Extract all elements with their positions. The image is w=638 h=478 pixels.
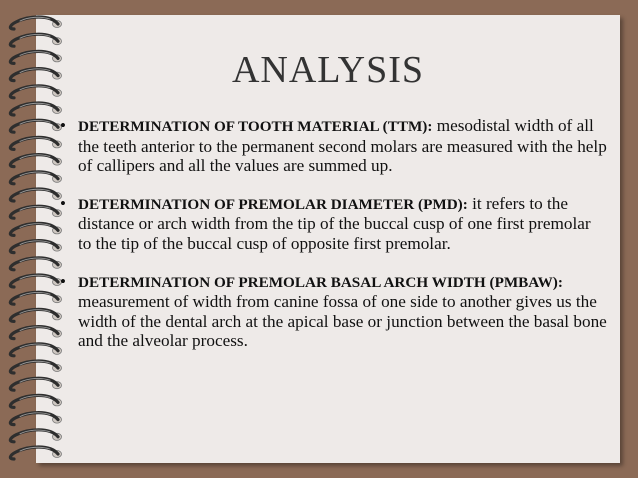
binding-ring-icon [10, 447, 61, 459]
bullet-item-ttm [60, 116, 608, 176]
binding-ring-icon [10, 206, 61, 218]
binding-ring-icon [10, 395, 61, 407]
bullet-text: measurement of width from canine fossa of one side to another gives us the width of the dental arch at the apical base or junction between the basal bone and the alveolar process. [78, 292, 607, 351]
binding-ring-icon [10, 275, 61, 287]
binding-ring-icon [10, 17, 61, 29]
bullet-text: mesodistal width of all the teeth anterior to the permanent second molars are measured with the help of callipers and all the values are summed up. [78, 116, 607, 176]
binding-ring-icon [10, 223, 61, 235]
binding-ring-icon [10, 241, 61, 253]
bullet-item-pmd [60, 194, 608, 254]
bullet-list [60, 116, 608, 369]
binding-ring-icon [10, 309, 61, 321]
binding-ring-icon [10, 327, 61, 339]
binding-ring-icon [10, 172, 61, 184]
bullet-icon: • [60, 116, 66, 135]
binding-ring-icon [10, 413, 61, 425]
binding-ring-icon [10, 155, 61, 167]
bullet-term: DETERMINATION OF PREMOLAR BASAL ARCH WIDTH (PMBAW): [78, 273, 563, 291]
bullet-text: it refers to the distance or arch width from the tip of the buccal cusp of one first premolar to the tip of the buccal cusp of opposite first premolar. [78, 193, 591, 253]
binding-ring-icon [10, 120, 61, 132]
binding-ring-icon [10, 378, 61, 390]
binding-ring-icon [10, 137, 61, 149]
bullet-term: DETERMINATION OF PREMOLAR DIAMETER (PMD): [78, 195, 468, 213]
binding-ring-icon [10, 34, 61, 46]
bullet-item-pmbaw [60, 272, 608, 351]
slide-title: ANALYSIS [231, 49, 425, 91]
bullet-icon: • [60, 193, 66, 213]
binding-ring-icon [10, 103, 61, 115]
binding-ring-icon [10, 189, 61, 201]
binding-ring-icon [10, 292, 61, 304]
binding-ring-icon [10, 344, 61, 356]
bullet-term: DETERMINATION OF TOOTH MATERIAL (TTM): [78, 118, 433, 135]
binding-ring-icon [10, 258, 61, 270]
binding-ring-icon [10, 430, 61, 442]
binding-ring-icon [10, 361, 61, 373]
bullet-icon: • [60, 271, 66, 291]
